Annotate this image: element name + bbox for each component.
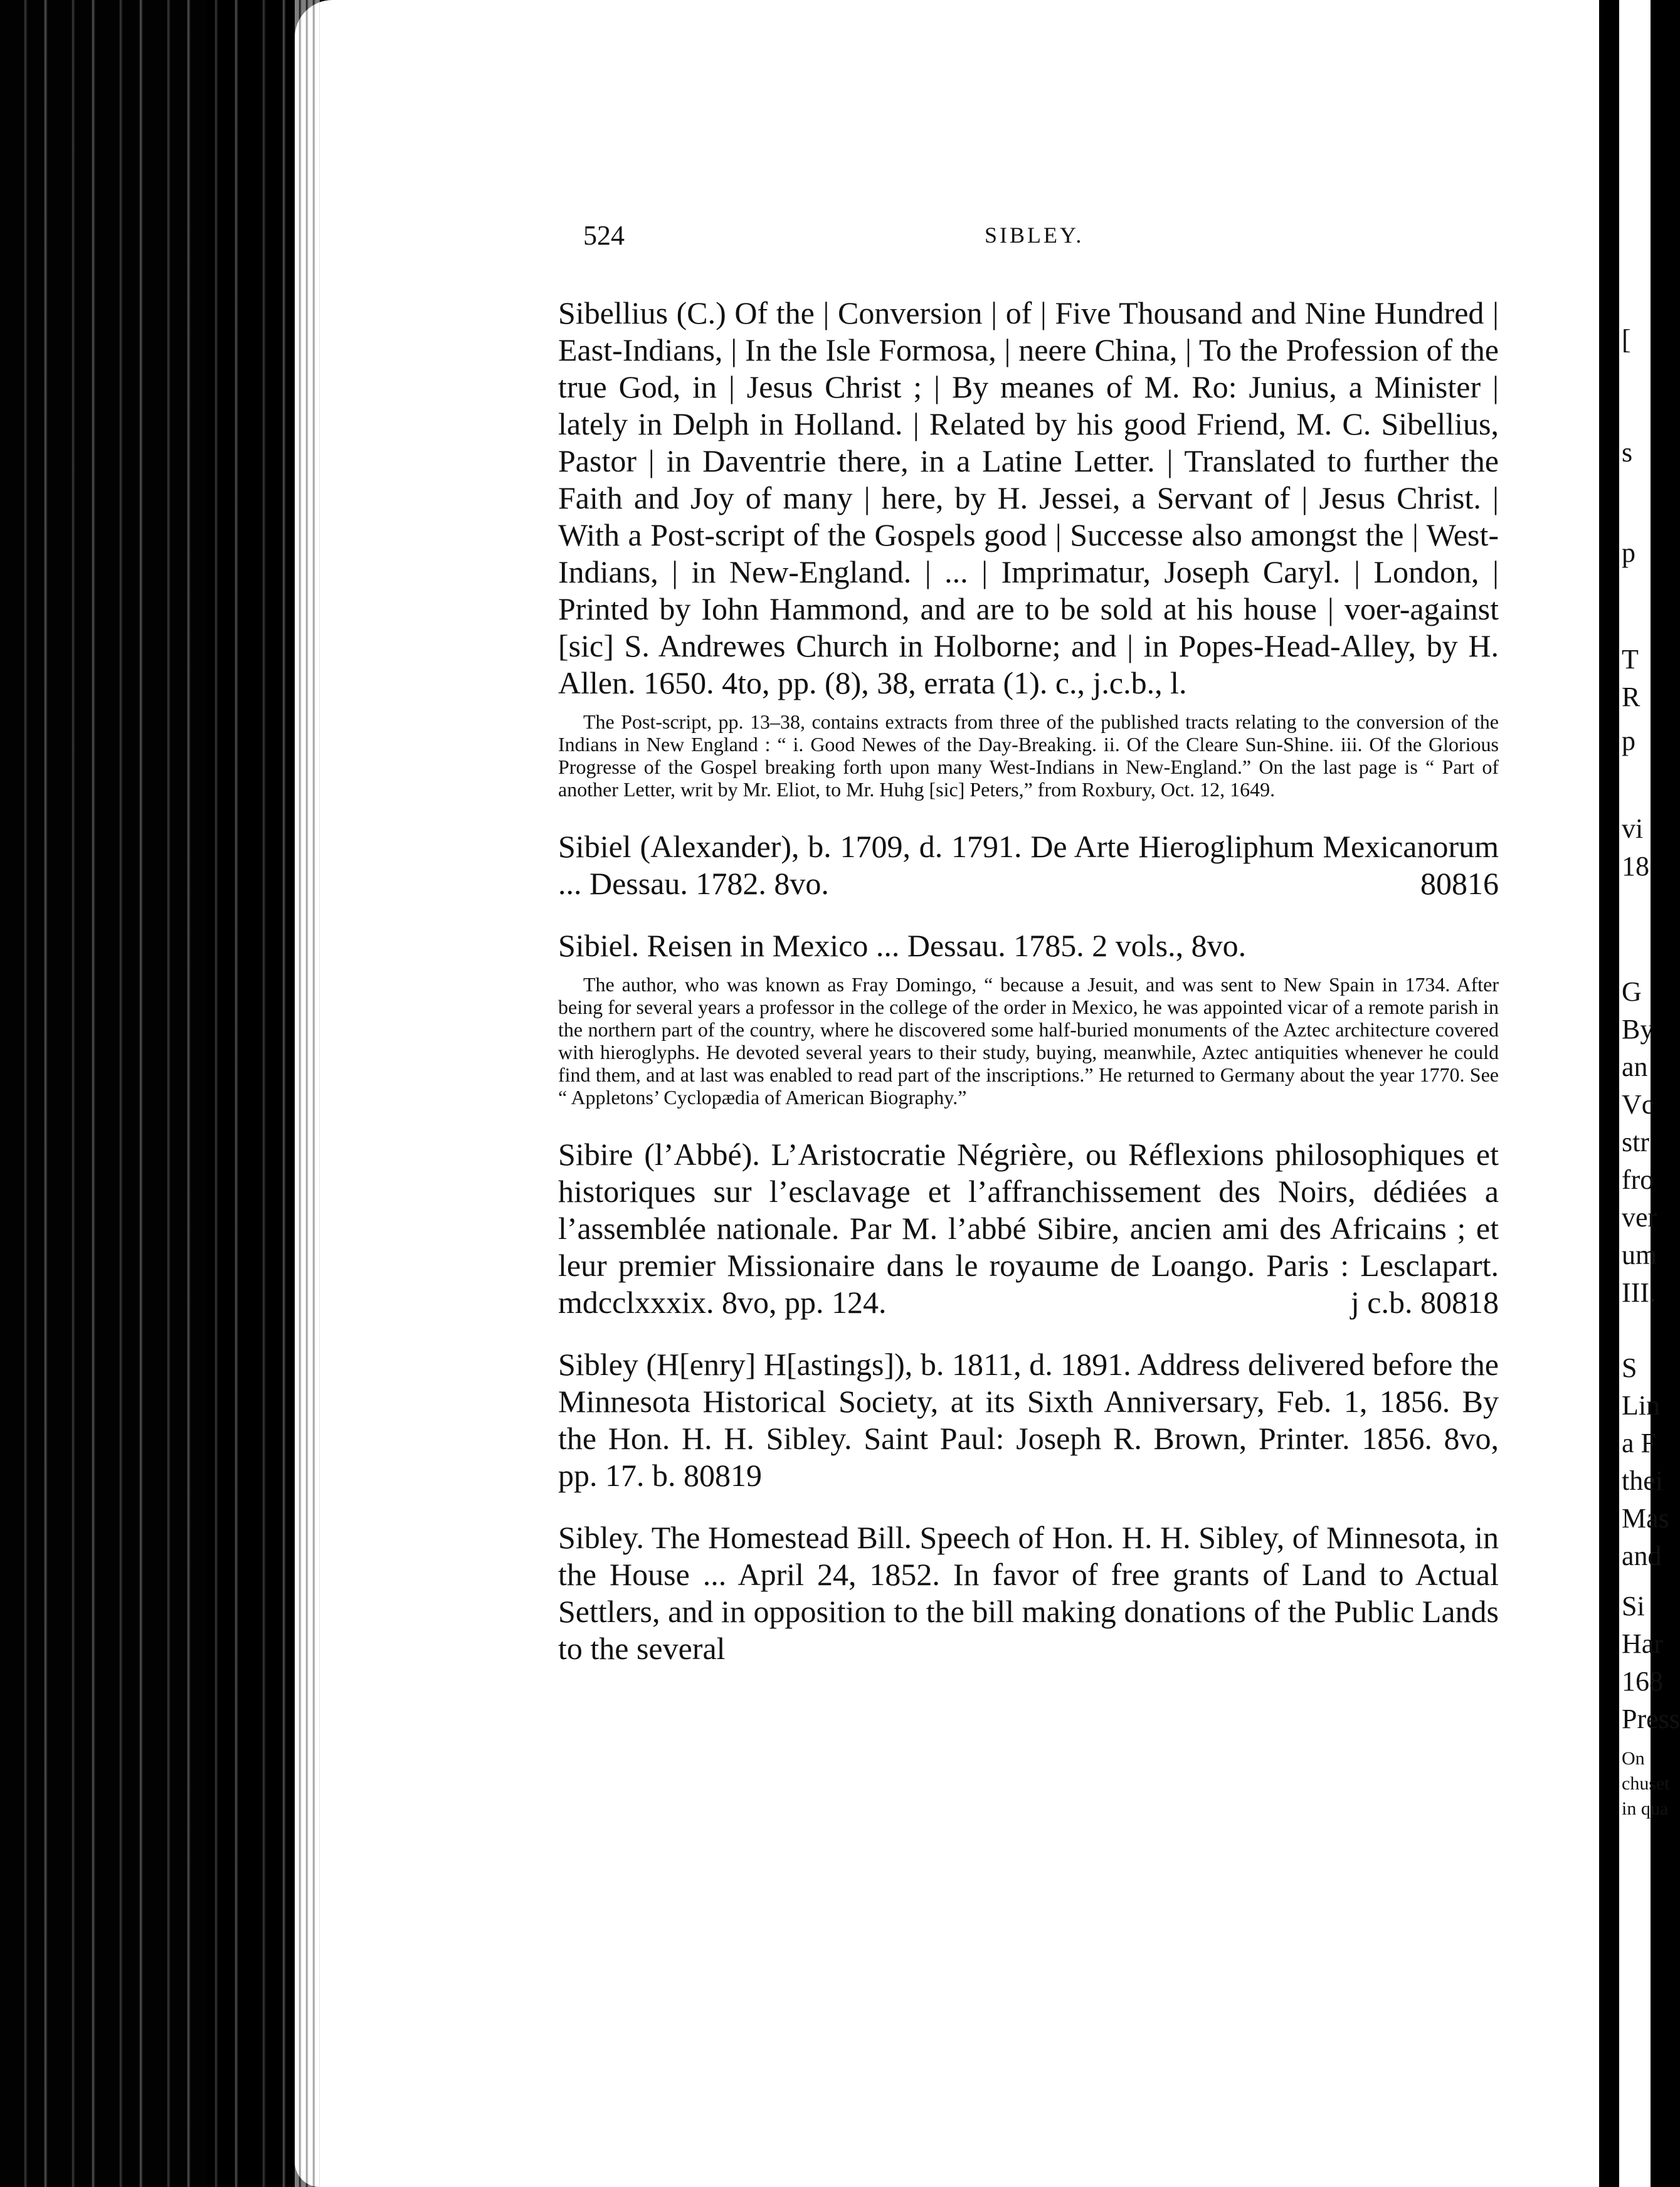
entry-sibiel-hierogliphum bbox=[558, 828, 1499, 902]
fragment-line: and bbox=[1622, 1541, 1662, 1571]
entry-sibellius: Sibellius (C.) Of the | Conversion | of | Five Thousand and Nine Hundred | East-Indians, | In the Isle Formosa, | neere China, | To the Profession of the true God, in | Jesus Christ ; | By meanes of M. Ro: Junius, a Minister | lately in Delph in Holland. | Related by his good Friend, M. C. Sibellius, Pastor | in Daventrie there, in a Latine Letter. | Translated to further the Faith and Joy of many | here, by H. Jessei, a Servant of | Jesus Christ. | With a Post-script of the Gospels good | Successe also amongst the | West-Indians, | in New-England. | ... | Imprimatur, Joseph Caryl. | London, | Printed by Iohn Hammond, and are to be sold at his house | voer-against [sic] S. Andrewes Church in Holborne; and | in Popes-Head-Alley, by H. Allen. 1650. 4to, pp. (8), 38, errata (1). c., j.c.b., l. bbox=[558, 295, 1499, 700]
fragment-line: ver bbox=[1622, 1202, 1657, 1233]
fragment-line: an bbox=[1622, 1051, 1648, 1082]
running-title: SIBLEY. bbox=[985, 223, 1084, 248]
fragment-line: vi bbox=[1622, 813, 1644, 844]
page-edge-lines bbox=[295, 0, 320, 2187]
entry-sibiel-reisen: Sibiel. Reisen in Mexico ... Dessau. 1785. 2 vols., 8vo. bbox=[558, 928, 1247, 963]
fragment-line: p bbox=[1622, 537, 1635, 568]
fragment-line: T bbox=[1622, 644, 1639, 675]
fragment-line: um bbox=[1622, 1240, 1657, 1270]
note-sibiel: The author, who was known as Fray Domingo, “ because a Jesuit, and was sent to New Spain in 1734. After being for several years a professor in the college of the order in Mexico, he was appointed vicar of a remote parish in the northern part of the country, where he discovered some half-buried monuments of the Aztec architecture covered with hieroglyphs. He devoted several years to their study, buying, meanwhile, Aztec antiquities whenever he could find them, and at last was enabled to read part of the inscriptions.” He returned to Germany about the year 1770. See “ Appletons’ Cyclopædia of American Biography.” bbox=[558, 973, 1499, 1109]
fragment-line: Vc bbox=[1622, 1089, 1654, 1120]
fragment-line: p bbox=[1622, 725, 1635, 756]
entry-number: j c.b. 80818 bbox=[1350, 1285, 1499, 1320]
fragment-line: chuset bbox=[1622, 1773, 1670, 1794]
facing-page-fragment bbox=[1619, 0, 1680, 2187]
fragment-line: str bbox=[1622, 1127, 1649, 1157]
fragment-line: R bbox=[1622, 682, 1640, 712]
fragment-line: s bbox=[1622, 437, 1633, 468]
entry-sibley-address: Sibley (H[enry] H[astings]), b. 1811, d. 1891. Address delivered before the Minnesota Historical Society, at its Sixth Anniversary, Feb. 1, 1856. By the Hon. H. H. Sibley. Saint Paul: Joseph R. Brown, Printer. 1856. 8vo, pp. 17. b. 80819 bbox=[558, 1347, 1499, 1493]
page-stack-edges bbox=[0, 0, 295, 2187]
page-gap bbox=[1600, 0, 1619, 2187]
entry-sibiel-hierogliphum-text: Sibiel (Alexander), b. 1709, d. 1791. De Arte Hierogliphum Mexicanorum ... Dessau. 1782. 8vo. bbox=[558, 829, 1499, 901]
fragment-line: S bbox=[1622, 1352, 1637, 1383]
page-number: 524 bbox=[583, 220, 625, 251]
fragment-line: G bbox=[1622, 976, 1642, 1007]
fragment-line: in qua bbox=[1622, 1798, 1669, 1819]
fragment-line: By bbox=[1622, 1014, 1654, 1045]
entry-sibire bbox=[558, 1136, 1499, 1321]
page-content bbox=[558, 295, 1499, 1667]
entry-sibire-text: Sibire (l’Abbé). L’Aristocratie Négrière, ou Réflexions philosophiques et historiques sur l’esclavage et l’affranchissement des Noirs, dédiées a l’assemblée nationale. Par M. l’abbé Sibire, ancien ami des Africains ; et leur premier Missionaire dans le royaume de Loango. Paris : Lesclapart. mdcclxxxix. 8vo, pp. 124. bbox=[558, 1137, 1499, 1320]
fragment-line: [ bbox=[1622, 324, 1631, 355]
entry-number: 80816 bbox=[1420, 866, 1499, 901]
fragment-line: a F bbox=[1622, 1428, 1656, 1458]
fragment-line: Mas bbox=[1622, 1503, 1669, 1534]
fragment-line: Si bbox=[1622, 1591, 1645, 1621]
fragment-line: Press bbox=[1622, 1704, 1680, 1734]
fragment-line: Har bbox=[1622, 1628, 1663, 1659]
fragment-line: 168 bbox=[1622, 1666, 1663, 1697]
fragment-line: 18 bbox=[1622, 851, 1649, 882]
fragment-line: thei bbox=[1622, 1465, 1663, 1496]
fragment-line: On bbox=[1622, 1748, 1645, 1769]
fragment-line: Lin bbox=[1622, 1390, 1661, 1421]
note-sibellius: The Post-script, pp. 13–38, contains extracts from three of the published tracts relating to the conversion of the Indians in New England : “ i. Good Newes of the Day-Breaking. ii. Of the Cleare Sun-Shine. iii. Of the Glorious Progresse of the Gospel breaking forth upon many West-Indians in New-England.” On the last page is “ Part of another Letter, writ by Mr. Eliot, to Mr. Huhg [sic] Peters,” from Roxbury, Oct. 12, 1649. bbox=[558, 710, 1499, 801]
fragment-line: fro bbox=[1622, 1164, 1654, 1195]
fragment-line: III. bbox=[1622, 1277, 1656, 1308]
running-head bbox=[583, 219, 1499, 257]
entry-sibley-homestead: Sibley. The Homestead Bill. Speech of Hon. H. H. Sibley, of Minnesota, in the House ... April 24, 1852. In favor of free grants of Land to Actual Settlers, and in opposition to the bill making donations of the Public Lands to the several bbox=[558, 1520, 1499, 1666]
